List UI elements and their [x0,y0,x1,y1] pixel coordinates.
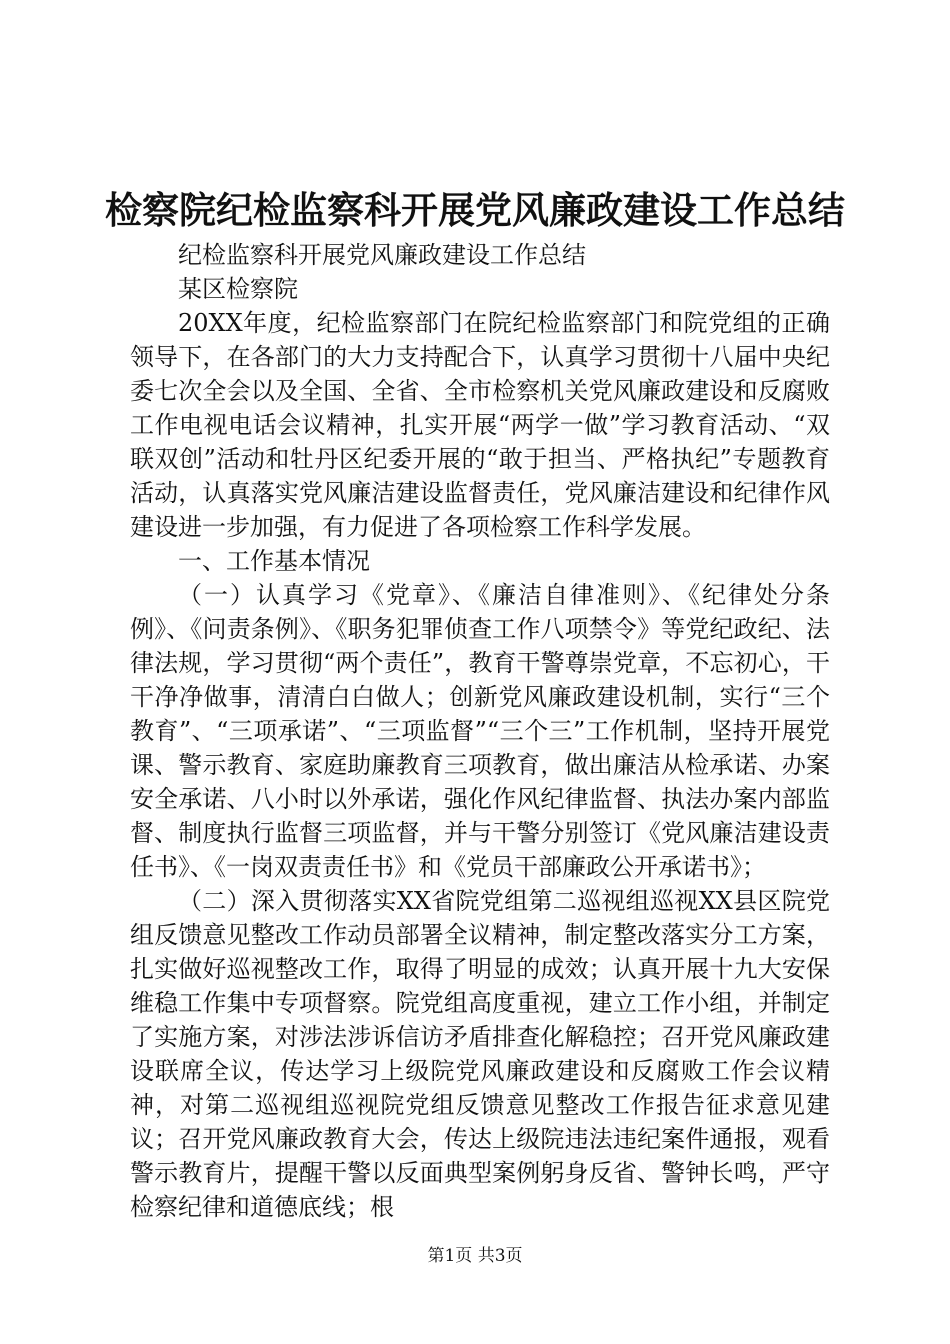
paragraph-item-2: （二）深入贯彻落实XX省院党组第二巡视组巡视XX县区院党组反馈意见整改工作动员部署全议精神，制定整改落实分工方案，扎实做好巡视整改工作，取得了明显的成效；认真开展十九大安保维稳工作集中专项督察。院党组高度重视，建立工作小组，并制定了实施方案，对涉法涉诉信访矛盾排查化解稳控；召开党风廉政建设联席全议，传达学习上级院党风廉政建设和反腐败工作会议精神，对第二巡视组巡视院党组反馈意见整改工作报告征求意见建议；召开党风廉政教育大会，传达上级院违法违纪案件通报，观看警示教育片，提醒干警以反面典型案例躬身反省、警钟长鸣，严守检察纪律和道德底线；根 [130,887,830,1221]
document-title: 检察院纪检监察科开展党风廉政建设工作总结 [105,188,845,232]
page-footer: 第1页 共3页 [427,1246,523,1266]
document-body [130,238,830,1224]
paragraph-item-1: （一）认真学习《党章》、《廉洁自律准则》、《纪律处分条例》、《问责条例》、《职务犯罪侦查工作八项禁令》等党纪政纪、法律法规，学习贯彻“两个责任”，教育干警尊崇党章，不忘初心，干干净净做事，清清白白做人；创新党风廉政建设机制，实行“三个教育”、“三项承诺”、“三项监督”“三个三”工作机制，坚持开展党课、警示教育、家庭助廉教育三项教育，做出廉洁从检承诺、办案安全承诺、八小时以外承诺，强化作风纪律监督、执法办案内部监督、制度执行监督三项监督，并与干警分别签订《党风廉洁建设责任书》、《一岗双责责任书》和《党员干部廉政公开承诺书》； [130,581,830,881]
document-subtitle: 纪检监察科开展党风廉政建设工作总结 [178,241,586,269]
document-organization: 某区检察院 [178,275,298,303]
paragraph-intro: 20XX年度，纪检监察部门在院纪检监察部门和院党组的正确领导下，在各部门的大力支持配合下，认真学习贯彻十八届中央纪委七次全会以及全国、全省、全市检察机关党风廉政建设和反腐败工作电视电话会议精神，扎实开展“两学一做”学习教育活动、“双联双创”活动和牡丹区纪委开展的“敢于担当、严格执纪”专题教育活动，认真落实党风廉洁建设监督责任，党风廉洁建设和纪律作风建设进一步加强，有力促进了各项检察工作科学发展。 [130,309,830,541]
section-heading: 一、工作基本情况 [178,547,370,575]
